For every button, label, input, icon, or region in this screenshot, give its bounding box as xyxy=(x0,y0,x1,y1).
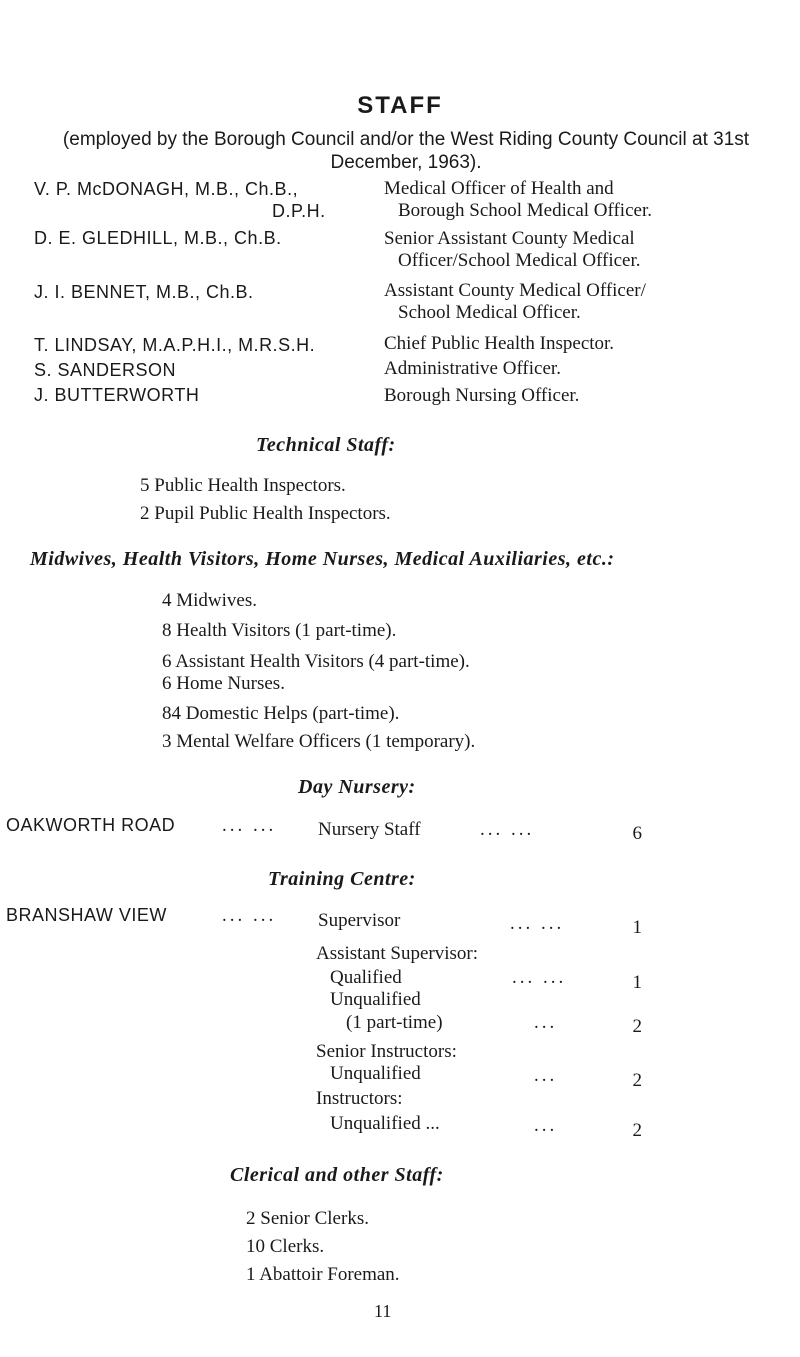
officer-name: D. E. GLEDHILL, M.B., Ch.B. xyxy=(34,228,282,248)
page-title: STAFF xyxy=(357,92,443,119)
leader-dots: ... ... xyxy=(222,905,277,926)
leader-dots: ... ... xyxy=(480,819,535,840)
training-row-label: Assistant Supervisor: xyxy=(316,943,479,964)
officer-name-qualification: D.P.H. xyxy=(272,201,326,221)
training-row-count: 2 xyxy=(632,1120,642,1141)
officer-role: School Medical Officer. xyxy=(398,302,581,323)
training-row-label: Unqualified xyxy=(330,1063,421,1084)
training-row-label: Qualified xyxy=(330,967,402,988)
day-nursery-location: OAKWORTH ROAD xyxy=(6,815,176,835)
midwives-item: 6 Home Nurses. xyxy=(162,673,285,694)
midwives-item: 6 Assistant Health Visitors (4 part-time). xyxy=(162,651,470,672)
day-nursery-count: 6 xyxy=(632,823,642,844)
leader-dots: ... ... xyxy=(510,913,565,934)
officer-role: Medical Officer of Health and xyxy=(384,178,614,199)
day-nursery-label: Nursery Staff xyxy=(318,819,421,840)
officer-role: Officer/School Medical Officer. xyxy=(398,250,641,271)
technical-staff-heading: Technical Staff: xyxy=(256,434,396,456)
midwives-item: 84 Domestic Helps (part-time). xyxy=(162,703,400,724)
midwives-heading: Midwives, Health Visitors, Home Nurses, Medical Auxiliaries, etc.: xyxy=(30,548,615,570)
training-row-label: Supervisor xyxy=(318,910,401,931)
training-row-label: Instructors: xyxy=(316,1088,403,1109)
officer-name: J. BUTTERWORTH xyxy=(34,385,200,405)
training-row-label: Senior Instructors: xyxy=(316,1041,457,1062)
officer-role: Administrative Officer. xyxy=(384,358,561,379)
officer-name: J. I. BENNET, M.B., Ch.B. xyxy=(34,282,254,302)
day-nursery-heading: Day Nursery: xyxy=(298,776,416,798)
page-subtitle: (employed by the Borough Council and/or the West Riding County Council at 31st December, 1963). xyxy=(62,129,750,173)
training-row-label: Unqualified xyxy=(330,989,421,1010)
officer-name: V. P. McDONAGH, M.B., Ch.B., xyxy=(34,179,299,199)
training-centre-location: BRANSHAW VIEW xyxy=(6,905,167,925)
training-row-label: (1 part-time) xyxy=(346,1012,443,1033)
leader-dots: ... xyxy=(534,1012,558,1033)
midwives-item: 3 Mental Welfare Officers (1 temporary). xyxy=(162,731,476,752)
clerical-heading: Clerical and other Staff: xyxy=(230,1164,444,1186)
training-row-count: 1 xyxy=(632,972,642,993)
clerical-item: 10 Clerks. xyxy=(246,1236,325,1257)
midwives-item: 8 Health Visitors (1 part-time). xyxy=(162,620,397,641)
training-row-label: Unqualified ... xyxy=(330,1113,440,1134)
officer-name: S. SANDERSON xyxy=(34,360,177,380)
officer-role: Senior Assistant County Medical xyxy=(384,228,635,249)
training-row-count: 1 xyxy=(632,917,642,938)
officer-role: Chief Public Health Inspector. xyxy=(384,333,615,354)
officer-role: Borough School Medical Officer. xyxy=(398,200,652,221)
officer-role: Assistant County Medical Officer/ xyxy=(384,280,646,301)
officer-name: T. LINDSAY, M.A.P.H.I., M.R.S.H. xyxy=(34,335,316,355)
technical-item: 2 Pupil Public Health Inspectors. xyxy=(140,503,391,524)
clerical-item: 1 Abattoir Foreman. xyxy=(246,1264,400,1285)
officer-role: Borough Nursing Officer. xyxy=(384,385,580,406)
training-row-count: 2 xyxy=(632,1016,642,1037)
training-centre-heading: Training Centre: xyxy=(268,868,416,890)
training-row-count: 2 xyxy=(632,1070,642,1091)
midwives-item: 4 Midwives. xyxy=(162,590,257,611)
leader-dots: ... ... xyxy=(222,815,277,836)
technical-item: 5 Public Health Inspectors. xyxy=(140,475,346,496)
clerical-item: 2 Senior Clerks. xyxy=(246,1208,369,1229)
leader-dots: ... xyxy=(534,1065,558,1086)
page-number: 11 xyxy=(374,1301,392,1321)
leader-dots: ... xyxy=(534,1115,558,1136)
leader-dots: ... ... xyxy=(512,967,567,988)
